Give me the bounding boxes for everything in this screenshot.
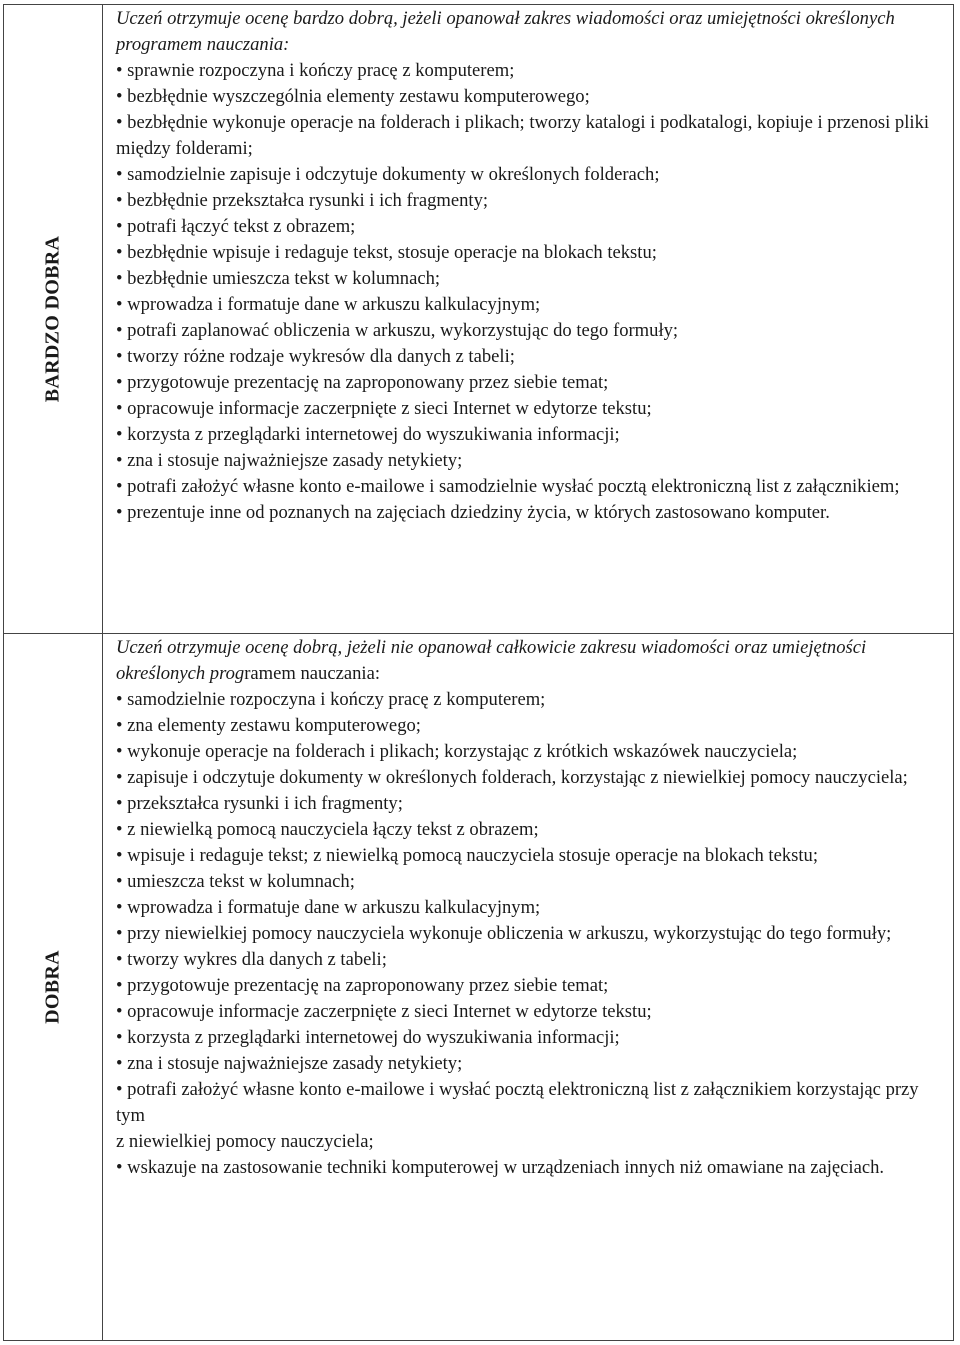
list-item: • korzysta z przeglądarki internetowej do wyszukiwania informacji; (116, 1025, 947, 1051)
list-item: • przy niewielkiej pomocy nauczyciela wykonuje obliczenia w arkuszu, wykorzystując do tego formuły; (116, 921, 947, 947)
list-item: • wpisuje i redaguje tekst; z niewielką pomocą nauczyciela stosuje operacje na blokach tekstu; (116, 843, 947, 869)
list-item: • potrafi założyć własne konto e-mailowe i wysłać pocztą elektroniczną list z załącznikiem korzystając przy tym (116, 1077, 947, 1129)
list-item: • bezbłędnie wykonuje operacje na folderach i plikach; tworzy katalogi i podkatalogi, kopiuje i przenosi pliki (116, 110, 947, 136)
list-item: • prezentuje inne od poznanych na zajęciach dziedziny życia, w których zastosowano komputer. (116, 500, 947, 526)
list-item: • bezbłędnie przekształca rysunki i ich fragmenty; (116, 188, 947, 214)
grade-label-cell (4, 5, 103, 633)
list-item: • korzysta z przeglądarki internetowej do wyszukiwania informacji; (116, 422, 947, 448)
list-item: • samodzielnie zapisuje i odczytuje dokumenty w określonych folderach; (116, 162, 947, 188)
list-item: • przygotowuje prezentację na zaproponowany przez siebie temat; (116, 973, 947, 999)
list-item: • potrafi zaplanować obliczenia w arkuszu, wykorzystując do tego formuły; (116, 318, 947, 344)
list-item: • sprawnie rozpoczyna i kończy pracę z komputerem; (116, 58, 947, 84)
list-item: • zna elementy zestawu komputerowego; (116, 713, 947, 739)
list-item: • wprowadza i formatuje dane w arkuszu kalkulacyjnym; (116, 895, 947, 921)
list-item: • bezbłędnie umieszcza tekst w kolumnach; (116, 266, 947, 292)
list-item: • tworzy różne rodzaje wykresów dla danych z tabeli; (116, 344, 947, 370)
list-item: • potrafi założyć własne konto e-mailowe i samodzielnie wysłać pocztą elektroniczną list z załącznikiem; (116, 474, 947, 500)
list-item: • zna i stosuje najważniejsze zasady netykiety; (116, 448, 947, 474)
grade-row-good (4, 634, 953, 1340)
grade-label-cell (4, 634, 103, 1340)
list-item: • umieszcza tekst w kolumnach; (116, 869, 947, 895)
criteria-cell (104, 634, 953, 1340)
list-item: • potrafi łączyć tekst z obrazem; (116, 214, 947, 240)
criteria-intro: Uczeń otrzymuje ocenę dobrą, jeżeli nie opanował całkowicie zakresu wiadomości oraz umiejętności określonych programem nauczania: (116, 637, 867, 684)
list-item: z niewielkiej pomocy nauczyciela; (116, 1131, 374, 1152)
list-item: • opracowuje informacje zaczerpnięte z sieci Internet w edytorze tekstu; (116, 999, 947, 1025)
list-item: • przekształca rysunki i ich fragmenty; (116, 791, 947, 817)
grade-label: BARDZO DOBRA (41, 235, 64, 403)
criteria-intro: Uczeń otrzymuje ocenę bardzo dobrą, jeżeli opanował zakres wiadomości oraz umiejętności określonych programem nauczania: (116, 8, 895, 55)
list-item: • z niewielką pomocą nauczyciela łączy tekst z obrazem; (116, 817, 947, 843)
grade-row-very-good (4, 5, 953, 634)
grade-label: DOBRA (41, 950, 64, 1024)
list-item: • przygotowuje prezentację na zaproponowany przez siebie temat; (116, 370, 947, 396)
list-item: • wskazuje na zastosowanie techniki komputerowej w urządzeniach innych niż omawiane na zajęciach. (116, 1155, 947, 1181)
list-item: między folderami; (116, 138, 253, 159)
list-item: • samodzielnie rozpoczyna i kończy pracę z komputerem; (116, 687, 947, 713)
list-item: • bezbłędnie wpisuje i redaguje tekst, stosuje operacje na blokach tekstu; (116, 240, 947, 266)
list-item: • wprowadza i formatuje dane w arkuszu kalkulacyjnym; (116, 292, 947, 318)
list-item: • zna i stosuje najważniejsze zasady netykiety; (116, 1051, 947, 1077)
criteria-cell (104, 5, 953, 633)
list-item: • wykonuje operacje na folderach i plikach; korzystając z krótkich wskazówek nauczyciela; (116, 739, 947, 765)
grading-criteria-table (3, 4, 954, 1341)
criteria-list (116, 687, 947, 1181)
list-item: • zapisuje i odczytuje dokumenty w określonych folderach, korzystając z niewielkiej pomocy nauczyciela; (116, 765, 947, 791)
criteria-list (116, 58, 947, 526)
list-item: • tworzy wykres dla danych z tabeli; (116, 947, 947, 973)
list-item: • bezbłędnie wyszczególnia elementy zestawu komputerowego; (116, 84, 947, 110)
list-item: • opracowuje informacje zaczerpnięte z sieci Internet w edytorze tekstu; (116, 396, 947, 422)
